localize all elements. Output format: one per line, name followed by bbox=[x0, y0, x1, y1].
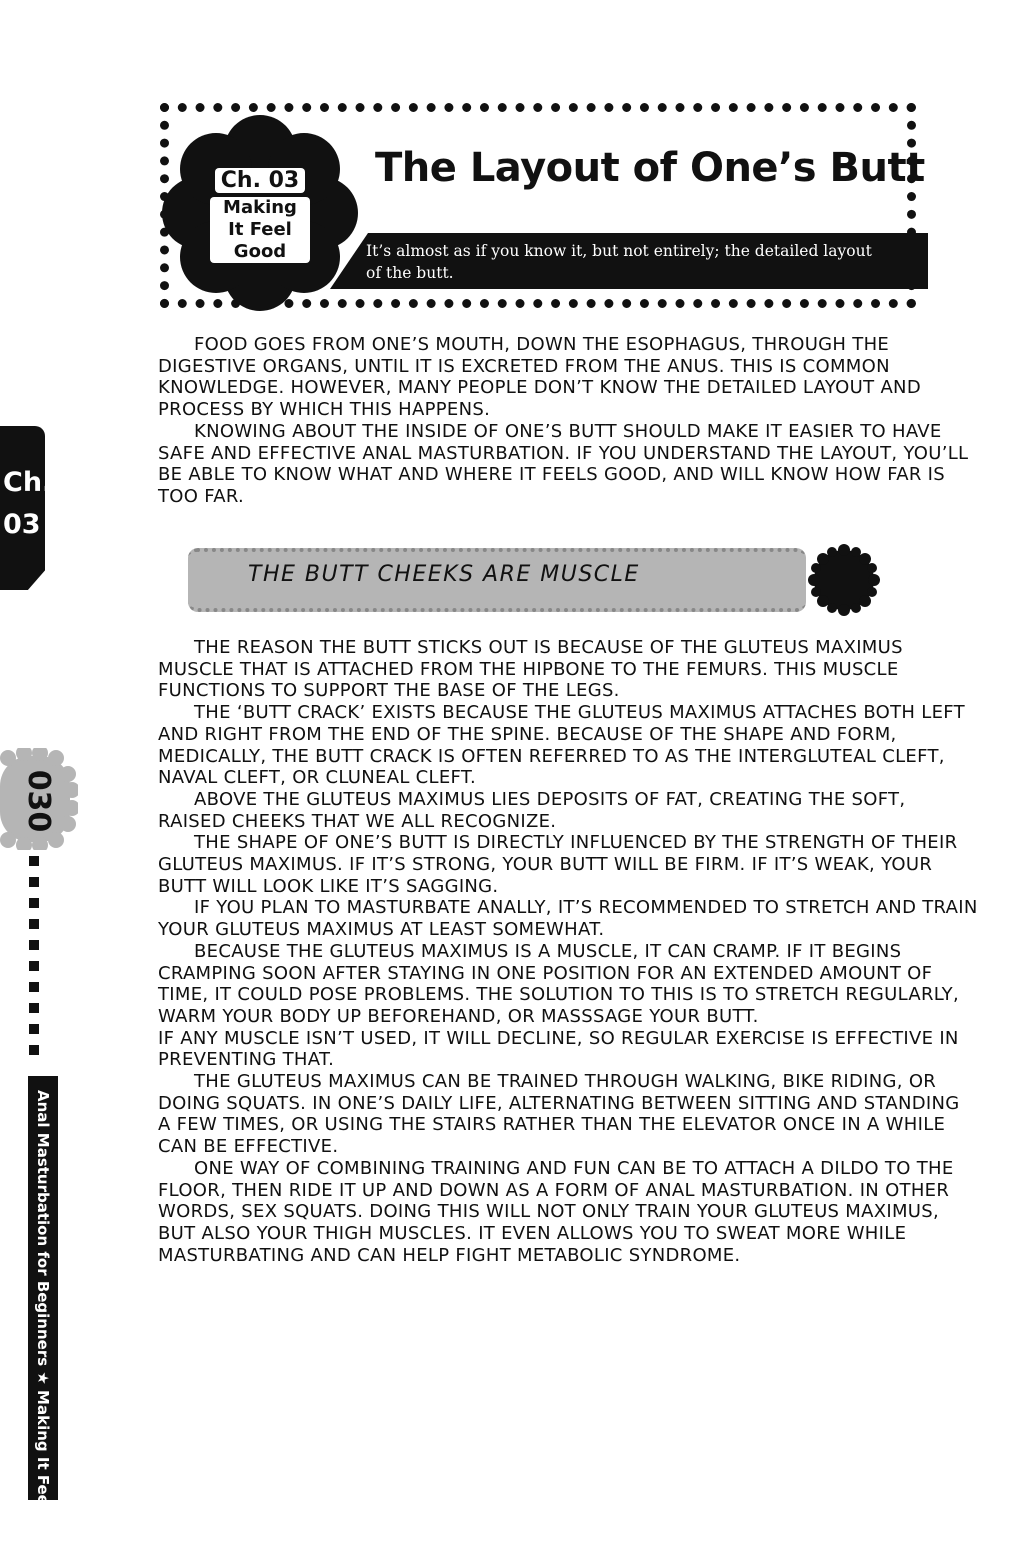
page-title: The Layout of One’s Butt bbox=[375, 145, 925, 191]
section-dot-icon bbox=[806, 542, 882, 618]
body-paragraph: THE REASON THE BUTT STICKS OUT IS BECAUSE OF THE GLUTEUS MAXIMUS MUSCLE THAT IS ATTACHED FROM THE HIPBONE TO THE FEMURS. THIS MUSCLE FUNCTIONS TO SUPPORT THE BASE OF THE LEGS. bbox=[158, 637, 903, 702]
intro-paragraph: KNOWING ABOUT THE INSIDE OF ONE’S BUTT SHOULD MAKE IT EASIER TO HAVE SAFE AND EFFECTIVE ANAL MASTURBATION. IF YOU UNDERSTAND THE LAYOUT, YOU’LL BE ABLE TO KNOW WHAT AND WHERE IT FEELS GOOD, AND WILL KNOW HOW FAR IS TOO FAR. bbox=[158, 420, 969, 507]
body-paragraph: IF ANY MUSCLE ISN’T USED, IT WILL DECLINE, SO REGULAR EXERCISE IS EFFECTIVE IN PREVENTING THAT. bbox=[158, 1027, 959, 1071]
body-paragraph: THE GLUTEUS MAXIMUS CAN BE TRAINED THROUGH WALKING, BIKE RIDING, OR DOING SQUATS. IN ONE’S DAILY LIFE, ALTERNATING BETWEEN SITTING AND STANDING A FEW TIMES, OR USING THE STAIRS RATHER THAN THE ELEVATOR ONCE IN A WHILE CAN BE EFFECTIVE. bbox=[158, 1071, 960, 1158]
body-paragraph: BECAUSE THE GLUTEUS MAXIMUS IS A MUSCLE, IT CAN CRAMP. IF IT BEGINS CRAMPING SOON AFTER STAYING IN ONE POSITION FOR AN EXTENDED AMOUNT OF TIME, IT COULD POSE PROBLEMS. THE SOLUTION TO THIS IS TO STRETCH REGULARLY, WARM YOUR BODY UP BEFOREHAND, OR MASSSAGE YOUR BUTT. bbox=[158, 940, 959, 1027]
body-paragraph: THE SHAPE OF ONE’S BUTT IS DIRECTLY INFLUENCED BY THE STRENGTH OF THEIR GLUTEUS MAXIMUS. IF IT’S STRONG, YOUR BUTT WILL BE FIRM. IF IT’S WEAK, YOUR BUTT WILL LOOK LIKE IT’S SAGGING. bbox=[158, 832, 958, 897]
chapter-sub: Making It Feel Good bbox=[210, 197, 310, 263]
intro-paragraph: FOOD GOES FROM ONE’S MOUTH, DOWN THE ESOPHAGUS, THROUGH THE DIGESTIVE ORGANS, UNTIL IT IS EXCRETED FROM THE ANUS. THIS IS COMMON KNOWLEDGE. HOWEVER, MANY PEOPLE DON’T KNOW THE DETAILED LAYOUT AND PROCESS BY WHICH THIS HAPPENS. bbox=[158, 334, 921, 421]
chapter-tab-label: Ch. 03 bbox=[3, 467, 53, 540]
page-subtitle: It’s almost as if you know it, but not entirely; the detailed layout of the butt. bbox=[366, 242, 872, 282]
body-text bbox=[158, 637, 978, 1266]
section-title: THE BUTT CHEEKS ARE MUSCLE bbox=[248, 562, 640, 587]
body-paragraph: THE ‘BUTT CRACK’ EXISTS BECAUSE THE GLUTEUS MAXIMUS ATTACHES BOTH LEFT AND RIGHT FROM THE END OF THE SPINE. BECAUSE OF THE SHAPE AND FORM, MEDICALLY, THE BUTT CRACK IS OFTEN REFERRED TO AS THE INTERGLUTEAL CLEFT, NAVAL CLEFT, OR CLUNEAL CLEFT. bbox=[158, 702, 965, 789]
body-paragraph: ABOVE THE GLUTEUS MAXIMUS LIES DEPOSITS OF FAT, CREATING THE SOFT, RAISED CHEEKS THAT WE ALL RECOGNIZE. bbox=[158, 788, 906, 832]
chapter-badge-text bbox=[185, 168, 335, 263]
chapter-label: Ch. 03 bbox=[215, 168, 305, 193]
page-number: 030 bbox=[21, 769, 56, 833]
body-paragraph: IF YOU PLAN TO MASTURBATE ANALLY, IT’S RECOMMENDED TO STRETCH AND TRAIN YOUR GLUTEUS MAXIMUS AT LEAST SOMEWHAT. bbox=[158, 897, 978, 941]
body-paragraph: ONE WAY OF COMBINING TRAINING AND FUN CAN BE TO ATTACH A DILDO TO THE FLOOR, THEN RIDE IT UP AND DOWN AS A FORM OF ANAL MASTURBATION. IN OTHER WORDS, SEX SQUATS. DOING THIS WILL NOT ONLY TRAIN YOUR GLUTEUS MAXIMUS, BUT ALSO YOUR THIGH MUSCLES. IT EVEN ALLOWS YOU TO SWEAT MORE WHILE MASTURBATING AND CAN HELP FIGHT METABOLIC SYNDROME. bbox=[158, 1157, 954, 1266]
margin-dots bbox=[29, 856, 41, 1066]
book-title: Anal Masturbation for Beginners ★ Making It Feel Good bbox=[34, 1090, 52, 1559]
intro-text bbox=[158, 334, 978, 508]
